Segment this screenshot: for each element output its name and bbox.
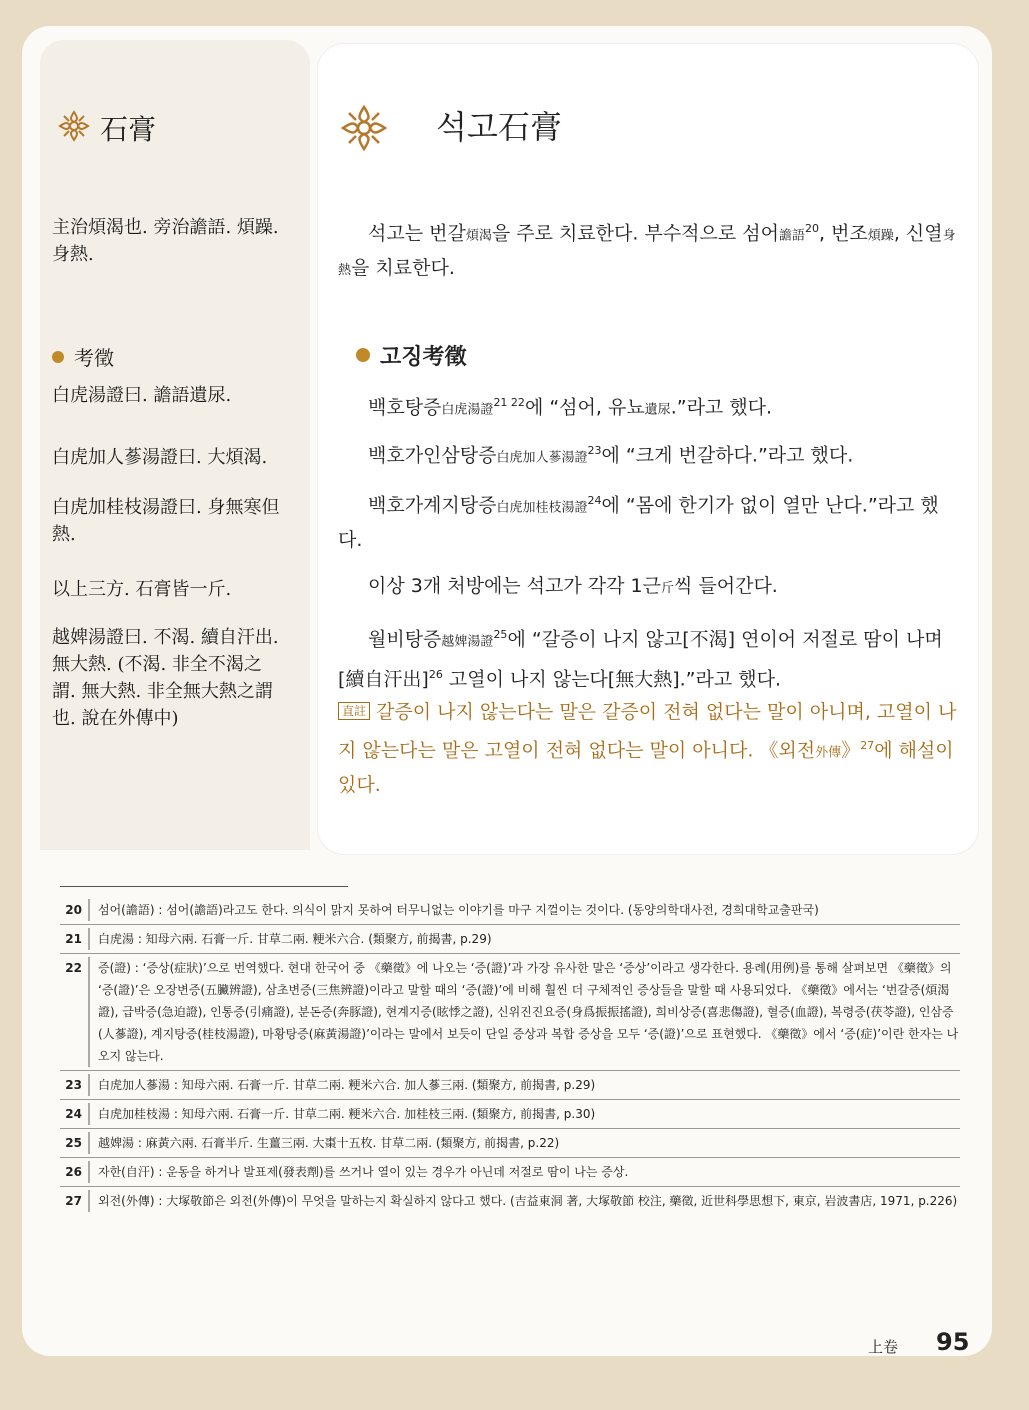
footnote-item: 22 증(證) : ‘증상(症狀)’으로 번역했다. 현대 한국어 중 《藥徵》에 나오는 ‘증(證)’과 가장 유사한 말은 ‘증상’이라고 생각한다. 용례(用例)를 통해 살펴보면 《藥徵》의 ‘증(證)’은 오장변증(五臟辨證), 삼초변증(三焦辨證)이라고 말할 때의 ‘증(證)’에 비해 훨씬 더 구체적인 증상들을 말할 때 사용되었다. 《藥徵》에서는 ‘번갈증(煩渴證), 급박증(急迫證), 인통증(引痛證), 분돈증(奔豚證), 현계지증(眩悸之證), 신위진진요증(身爲振振搖證), 희비상증(喜悲傷證), 혈증(血證), 복령증(茯苓證), 인삼증(人蔘證), 계지탕증(桂枝湯證), 마황탕증(麻黃湯證)’이라는 말에서 보듯이 단일 증상과 복합 증상을 모두 ‘증(證)’으로 표현했다. 《藥徵》에서 ‘증(症)’이란 한자는 나오지 않는다. — [60, 953, 960, 1070]
left-line-5: 越婢湯證曰. 不渴. 續自汗出. 無大熱. (不渴. 非全不渴之謂. 無大熱. 非全無大熱之謂也. 說在外傳中) — [52, 627, 279, 729]
footnote-rule — [60, 886, 348, 887]
flower-ornament-icon — [340, 104, 388, 152]
left-line-2: 白虎加人蔘湯證曰. 大煩渴. — [52, 447, 268, 468]
main-section-head — [356, 340, 467, 371]
footnote-item: 25 越婢湯 : 麻黃六兩. 石膏半斤. 生薑三兩. 大棗十五枚. 甘草二兩. (類聚方, 前揭書, p.22) — [60, 1128, 960, 1157]
footer-volume-label: 上卷 — [868, 1338, 899, 1356]
main-title-text: 석고石膏 — [436, 108, 562, 146]
main-p3: 백호가계지탕증白虎加桂枝湯證$^{24}$에 “몸에 한기가 없이 열만 난다.”라고 했다. — [338, 494, 939, 552]
main-p2: 백호가인삼탕증白虎加人蔘湯證$^{23}$에 “크게 번갈하다.”라고 했다. — [368, 444, 854, 467]
left-line-1: 白虎湯證曰. 譫語遺尿. — [52, 385, 232, 406]
flower-ornament-icon — [58, 110, 90, 142]
footnote-item: 20 섬어(譫語) : 섬어(譫語)라고도 한다. 의식이 맑지 못하여 터무니없는 이야기를 마구 지껄이는 것이다. (동양의학대사전, 경희대학교출판국) — [60, 896, 960, 924]
bullet-dot-icon — [356, 348, 370, 362]
main-note: 直註 갈증이 나지 않는다는 말은 갈증이 전혀 없다는 말이 아니며, 고열이 나지 않는다는 말은 고열이 전혀 없다는 말이 아니다. 《외전外傳》$^{27}$에 해설이 있다. — [338, 701, 957, 797]
main-p4: 이상 3개 처방에는 석고가 각각 1근斤씩 들어간다. — [368, 575, 778, 597]
main-p5: 월비탕증越婢湯證$^{25}$에 “갈증이 나지 않고[不渴] 연이어 저절로 땀이 나며[續自汗出]$^{26}$ 고열이 나지 않는다[無大熱].”라고 했다. — [338, 628, 943, 691]
bullet-dot-icon — [52, 351, 64, 363]
note-tag: 直註 — [338, 702, 370, 720]
left-section-head-text: 考徵 — [74, 346, 114, 370]
footnote-item: 27 외전(外傳) : 大塚敬節은 외전(外傳)이 무엇을 말하는지 확실하지 않다고 했다. (吉益東洞 著, 大塚敬節 校注, 藥徵, 近世科學思想下, 東京, 岩波書店, 1971, p.226) — [60, 1186, 960, 1215]
left-section-head — [52, 342, 114, 371]
main-section-head-text: 고징考徵 — [380, 345, 467, 370]
footnotes — [60, 896, 960, 1215]
left-line-4: 以上三方. 石膏皆一斤. — [52, 579, 232, 600]
left-line-3: 白虎加桂枝湯證曰. 身無寒但熱. — [52, 497, 280, 545]
footnote-item: 21 白虎湯 : 知母六兩. 石膏一斤. 甘草二兩. 粳米六合. (類聚方, 前揭書, p.29) — [60, 924, 960, 953]
left-title-text: 石膏 — [100, 113, 157, 146]
footnote-item: 26 자한(自汗) : 운동을 하거나 발표제(發表劑)를 쓰거나 열이 있는 경우가 아닌데 저절로 땀이 나는 증상. — [60, 1157, 960, 1186]
page-number: 95 — [936, 1328, 970, 1356]
footnote-item: 24 白虎加桂枝湯 : 知母六兩. 石膏一斤. 甘草二兩. 粳米六合. 加桂枝三兩. (類聚方, 前揭書, p.30) — [60, 1099, 960, 1128]
main-intro: 석고는 번갈煩渴을 주로 치료한다. 부수적으로 섬어譫語$^{20}$, 번조煩躁, 신열身熱을 치료한다. — [338, 222, 956, 280]
footnote-item: 23 白虎加人蔘湯 : 知母六兩. 石膏一斤. 甘草二兩. 粳米六合. 加人蔘三兩. (類聚方, 前揭書, p.29) — [60, 1070, 960, 1099]
left-main-text: 主治煩渴也. 旁治譫語. 煩躁. 身熱. — [52, 217, 279, 265]
main-p1: 백호탕증白虎湯證$^{21 22}$에 “섬어, 유뇨遺尿.”라고 했다. — [368, 396, 773, 419]
